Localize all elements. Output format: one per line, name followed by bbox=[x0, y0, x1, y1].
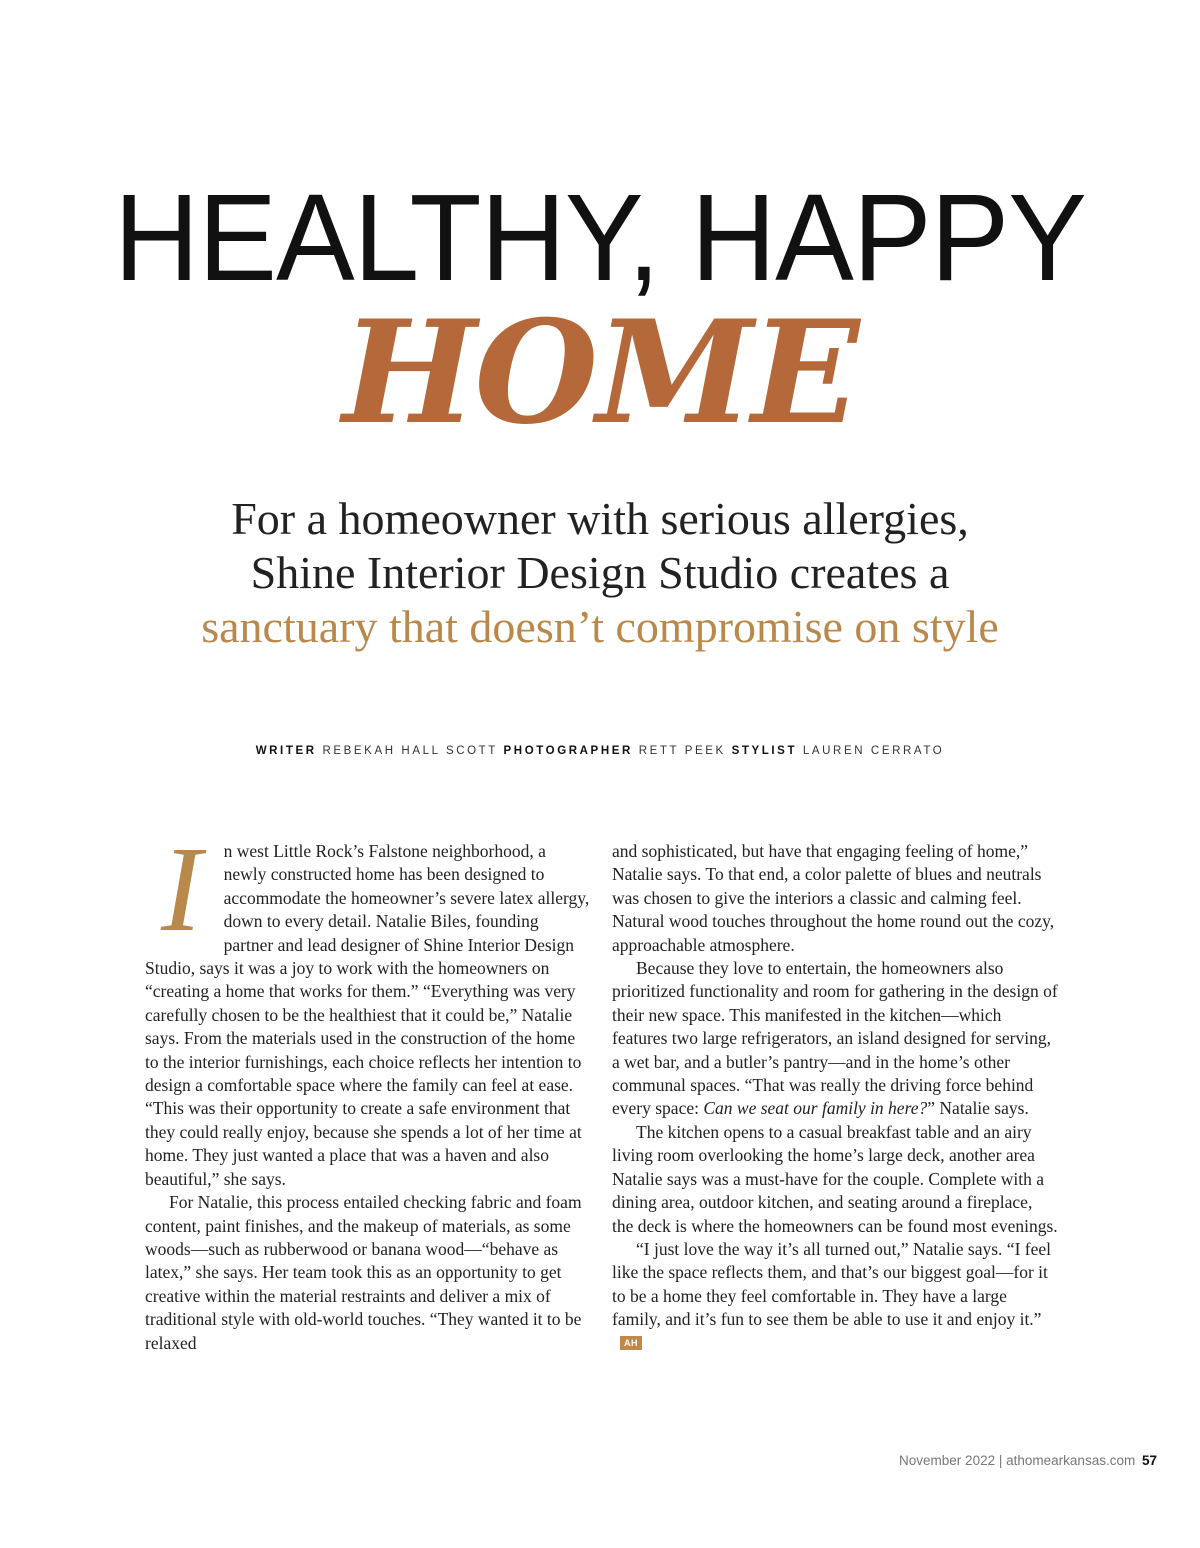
dek bbox=[200, 492, 1000, 654]
paragraph-3-text-a: Because they love to entertain, the homeowners also prioritized functionality and room for gathering in the design of their new space. This manifested in the kitchen—which features two large refrigerators, an island designed for serving, a wet bar, and a butler’s pantry—and in the home’s other communal spaces. “That was really the driving force behind every space: bbox=[612, 958, 1058, 1119]
paragraph-3-italic: Can we seat our family in here? bbox=[703, 1098, 928, 1119]
stylist-label: STYLIST bbox=[731, 745, 798, 757]
footer-issue: November 2022 bbox=[899, 1453, 996, 1468]
writer-label: WRITER bbox=[255, 745, 317, 757]
paragraph-2: For Natalie, this process entailed checking fabric and foam content, paint finishes, and the makeup of materials, as some woods—such as rubberwood or banana wood—“behave as latex,” she says. Her team took this as an opportunity to get creative within the material restraints and deliver a mix of traditional style with old-world touches. “They wanted it to be relaxed bbox=[145, 1192, 582, 1353]
page-footer bbox=[899, 1453, 1157, 1468]
writer-name: REBEKAH HALL SCOTT bbox=[322, 745, 498, 757]
footer-separator: | bbox=[998, 1453, 1003, 1468]
credits bbox=[0, 745, 1200, 757]
dek-accent: sanctuary that doesn’t compromise on style bbox=[201, 601, 999, 652]
photographer-label: PHOTOGRAPHER bbox=[503, 745, 633, 757]
dek-part-1: For a homeowner with serious allergies, Shine Interior Design Studio creates a bbox=[231, 493, 969, 598]
body-column-right bbox=[612, 840, 1058, 1355]
body-column-left bbox=[145, 822, 590, 1355]
photographer-name: RETT PEEK bbox=[638, 745, 726, 757]
paragraph-4: The kitchen opens to a casual breakfast table and an airy living room overlooking the home’s large deck, another area Natalie says was a must-have for the couple. Complete with a dining area, outdoor kitchen, and seating around a fireplace, the deck is where the homeowners can be found most evenings. bbox=[612, 1121, 1058, 1236]
stylist-name: LAUREN CERRATO bbox=[802, 745, 945, 757]
paragraph-2-continued: and sophisticated, but have that engaging feeling of home,” Natalie says. To that end, a color palette of blues and neutrals was chosen to give the interiors a classic and calming feel. Natural wood touches throughout the home round out the cozy, approachable atmosphere. bbox=[612, 841, 1055, 955]
paragraph-5 bbox=[612, 1238, 1058, 1355]
end-mark-logo: AH bbox=[620, 1336, 642, 1350]
paragraph-5-text: “I just love the way it’s all turned out,” Natalie says. “I feel like the space reflects them, and that’s our biggest goal—for it to be a home they feel comfortable in. They have a large family, and it’s fun to see them be able to use it and enjoy it.” bbox=[612, 1238, 1052, 1330]
headline-line-1: HEALTHY, HAPPY bbox=[114, 168, 1086, 308]
paragraph-3-text-b: ” Natalie says. bbox=[927, 1098, 1029, 1119]
page-number: 57 bbox=[1141, 1453, 1157, 1468]
drop-cap: I bbox=[161, 822, 202, 957]
paragraph-1: n west Little Rock’s Falstone neighborhood, a newly constructed home has been designed to accommodate the homeowner’s severe latex allergy, down to every detail. Natalie Biles, founding partner and lead designer of Shine Interior Design Studio, says it was a joy to work with the homeowners on “creating a home that works for them.” “Everything was very carefully chosen to be the healthiest that it could be,” Natalie says. From the materials used in the construction of the home to the interior furnishings, each choice reflects her intention to design a comfortable space where the family can feel at ease. “This was their opportunity to create a safe environment that they could really enjoy, because she spends a lot of her time at home. They just wanted a place that was a haven and also beautiful,” she says. bbox=[145, 841, 590, 1189]
paragraph-3 bbox=[612, 957, 1058, 1121]
footer-site: athomearkansas.com bbox=[1006, 1453, 1136, 1468]
headline-line-2: HOME bbox=[342, 290, 858, 456]
